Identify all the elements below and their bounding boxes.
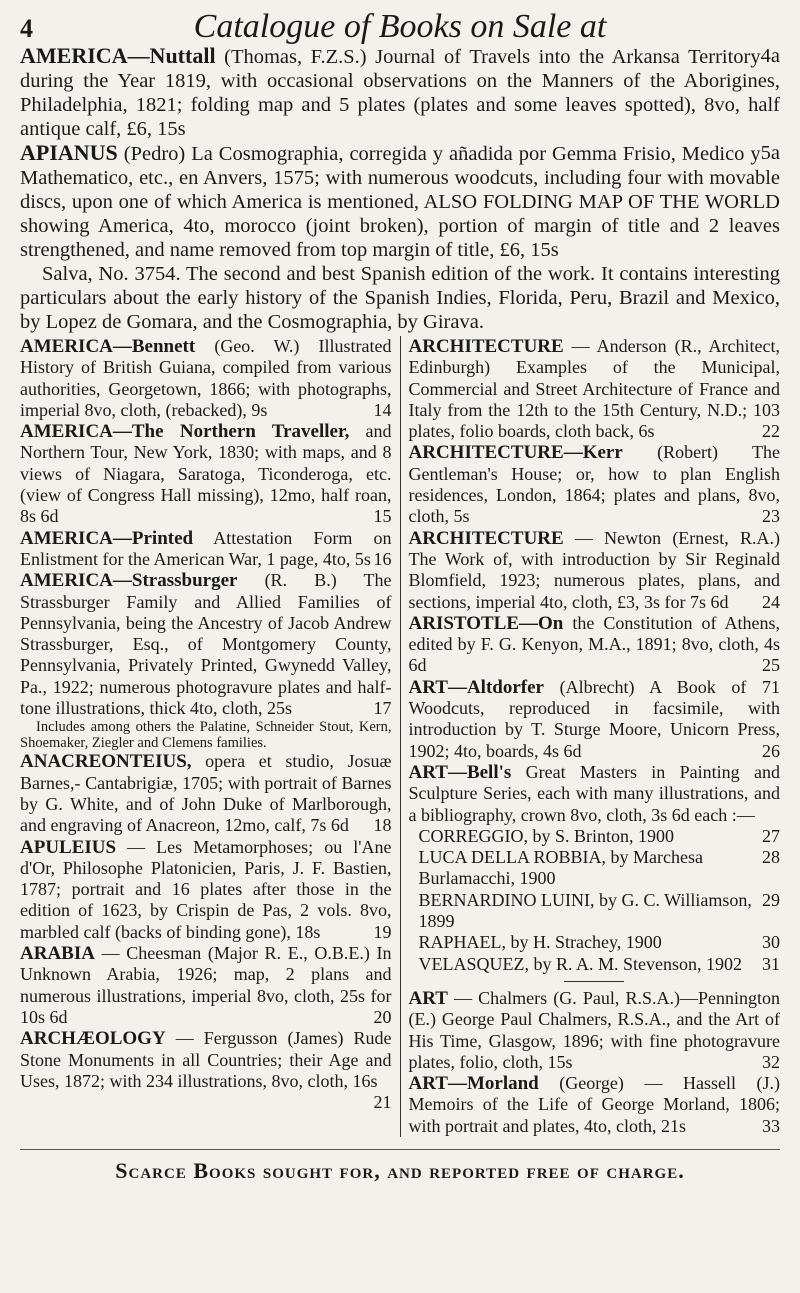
entry-text: (George) — Hassell (J.) Memoirs of the Life of George Morland, 1806; with portrait and plates, 4to, cloth, 21s [408,1073,780,1136]
entry-text: the Constitution of Athens, edited by F. G. Kenyon, M.A., 1891; 8vo, cloth, 4s 6d [408,612,780,676]
entry-heading: AMERICA—Strassburger [20,570,238,592]
entry-price: 27 [762,825,780,846]
catalogue-entry [409,528,781,613]
entry-heading: ARCHITECTURE [408,336,564,357]
entry-heading: AMERICA—Bennett [20,336,196,357]
entry-text: LUCA DELLA ROBBIA, by Marchesa Burlamacchi, 1900 [418,847,703,889]
catalogue-entry [409,677,781,762]
entry-text: (Thomas, F.Z.S.) Journal of Travels into the Arkansa Territory during the Year 1819, with occasional observations on the Manners of the Aborigines, Philadelphia, 1821; folding map and 5 plates (plates and some leaves spotted), 8vo, half antique calf, £6, 15s [20,46,780,140]
entry-text: — Cheesman (Major R. E., O.B.E.) In Unknown Arabia, 1926; map, 2 plans and numerous illustrations, imperial 8vo, cloth, 25s for 10s 6d [20,943,392,1027]
entry-text: — Newton (Ernest, R.A.) The Work of, with introduction by Sir Reginald Blomfield, 1923; numerous plates, plans, and sections, imperial 4to, cloth, £3, 3s for 7s 6d [408,527,780,612]
entry-price: 23 [762,506,780,527]
entry-text: RAPHAEL, by H. Strachey, 1900 [418,932,662,953]
entry-price: 32 [762,1051,780,1072]
entry-text: (Geo. W.) Illustrated History of British Guiana, compiled from various authorities, Georgetown, 1866; with photographs, imperial 8vo, cloth, (rebacked), 9s [20,336,392,420]
entry-text: Great Masters in Painting and Sculpture Series, each with many illustrations, and a bibliography, crown 8vo, cloth, 3s 6d each :— [408,761,780,825]
entry-text: — Les Metamorphoses; ou l'Ane d'Or, Philosophe Platonicien, Paris, J. F. Bastien, 1787; portrait and 16 plates after those in the edition of 1623, by Crispin de Pas, 2 vols. 8vo, marbled calf (backs of binding gone), 18s [20,836,392,942]
entry-price: 16 [373,548,392,569]
apianus-note: Salva, No. 3754. The second and best Spanish edition of the work. It contains interesting particulars about the early history of the Spanish Indies, Florida, Peru, Brazil and Mexico, by Lopez de Gomara, and the Cosmographia, by Girava. [20,263,780,333]
entry-text: — Fergusson (James) Rude Stone Monuments in all Countries; their Age and Uses, 1872; with 234 illustrations, 8vo, cloth, 16s [20,1028,392,1091]
entry-price: 15 [373,506,392,527]
entry-price: 33 [762,1115,780,1136]
list-item [419,932,781,953]
entry-price: 14 [373,399,392,420]
entry-price: 22 [762,421,780,442]
two-columns [20,336,780,1137]
catalogue-entry [20,1028,392,1113]
entry-price: 19 [373,921,392,942]
entry-heading: ART—Bell's [408,761,512,783]
left-column [20,336,401,1137]
entry-heading: ANACREONTEIUS, [20,751,192,773]
catalogue-page [20,0,780,1184]
entry-price: 20 [373,1006,392,1027]
entry-heading: ARCHITECTURE—Kerr [408,442,623,464]
entry-heading: ART—Morland [408,1073,539,1095]
entry-heading: ARISTOTLE—On [408,612,564,634]
entry-heading: ARCHITECTURE [408,527,564,549]
entry-text: (Robert) The Gentleman's House; or, how to plan English residences, London, 1864; plates and plans, 8vo, cloth, 5s [408,442,780,527]
entry-price: 26 [762,740,780,761]
page-number: 4 [20,14,33,43]
catalogue-entry [20,421,392,527]
catalogue-entry [20,44,780,141]
entry-text: (Pedro) La Cosmographia, corregida y añadida por Gemma Frisio, Medico y Mathematico, etc., en Anvers, 1575; with numerous woodcuts, including four with movable discs, upon one of which America is mentioned, ALSO FOLDING MAP OF THE WORLD showing America, 4to, morocco (joint broken), portion of margin of title and 2 leaves strengthened, and name removed from top margin of title, £6, 15s [20,143,780,261]
catalogue-entry [20,336,392,421]
entry-text: — Chalmers (G. Paul, R.S.A.)—Pennington (E.) George Paul Chalmers, R.S.A., and the Art of His Time, Glasgow, 1896; with fine photogravure plates, folio, cloth, 15s [408,987,780,1072]
entry-text: CORREGGIO, by S. Brinton, 1900 [418,825,675,846]
entry-heading: AMERICA—The Northern Traveller, [20,421,350,443]
catalogue-entry [20,751,392,836]
catalogue-entry [20,837,392,943]
list-item [419,826,781,847]
entry-price: 5a [760,142,780,164]
right-column [401,336,781,1137]
art-bell-list [409,826,781,975]
page-footer: Scarce Books sought for, and reported free of charge. [20,1149,780,1184]
entry-heading: ART [408,987,448,1009]
list-item [419,954,781,975]
list-item [419,847,781,890]
entry-price: 17 [373,698,392,719]
entry-price: 28 [762,847,780,868]
entry-heading: APIANUS [20,140,118,165]
entry-heading: ARABIA [20,943,95,965]
entry-heading: APULEIUS [20,836,117,858]
divider [564,981,624,982]
entry-text: BERNARDINO LUINI, by G. C. Williamson, 1899 [418,889,752,932]
entry-text: — Anderson (R., Architect, Edinburgh) Examples of the Municipal, Commercial and Street Architecture of France and Italy from the 12th to the 15th Century, N.D.; 103 plates, folio boards, cloth back, 6s [408,336,780,442]
catalogue-entry [20,141,780,262]
entry-price: 29 [762,889,780,910]
catalogue-entry [20,943,392,1028]
catalogue-entry [409,1073,781,1137]
entry-heading: ART—Altdorfer [408,676,544,698]
entry-text: VELASQUEZ, by R. A. M. Stevenson, 1902 [418,953,742,974]
entry-heading: AMERICA—Nuttall [20,43,216,68]
entry-text: (Albrecht) A Book of 71 Woodcuts, reproduced in facsimile, with introduction by T. Sturge Moore, Unicorn Press, 1902; 4to, boards, 4s 6d [408,676,780,761]
catalogue-entry [409,336,781,442]
catalogue-entry [409,988,781,1073]
top-entries [20,44,780,334]
entry-price: 25 [762,655,780,676]
entry-text: Attestation Form on Enlistment for the American War, 1 page, 4to, 5s [20,527,392,569]
entry-price: 31 [762,953,780,974]
catalogue-entry [20,528,392,571]
list-item [419,890,781,933]
page-title: Catalogue of Books on Sale at [193,8,607,45]
entry-price: 18 [373,815,392,836]
entry-heading: ARCHÆOLOGY [20,1028,166,1050]
catalogue-entry [409,442,781,527]
entry-price: 30 [762,932,780,953]
entry-price: 21 [373,1092,392,1113]
entry-price: 4a [760,45,780,67]
entry-heading: AMERICA—Printed [20,527,194,549]
entry-text: (R. B.) The Strassburger Family and Allied Families of Pennsylvania, being the Ancestry of Jacob Andrew Strassburger, Esq., of Montgomery County, Pennsylvania, Privately Printed, Gwynedd Valley, Pa., 1922; numerous photogravure plates and half-tone illustrations, thick 4to, cloth, 25s [20,570,392,719]
entry-text: opera et studio, Josuæ Barnes,- Cantabrigiæ, 1705; with portrait of Barnes by G. White, and of John Duke of Marlborough, and engraving of Anacreon, 12mo, calf, 7s 6d [20,751,392,836]
catalogue-entry [20,570,392,719]
catalogue-entry [409,613,781,677]
entry-text: and Northern Tour, New York, 1830; with maps, and 8 views of Niagara, Saratoga, Ticonderoga, etc. (view of Congress Hall missing), 12mo, half roan, 8s 6d [20,421,392,527]
entry-price: 24 [762,591,780,612]
page-header [20,8,780,44]
entry-note: Includes among others the Palatine, Schneider Stout, Kern, Shoemaker, Ziegler and Clemens families. [20,719,392,752]
catalogue-entry [409,762,781,826]
